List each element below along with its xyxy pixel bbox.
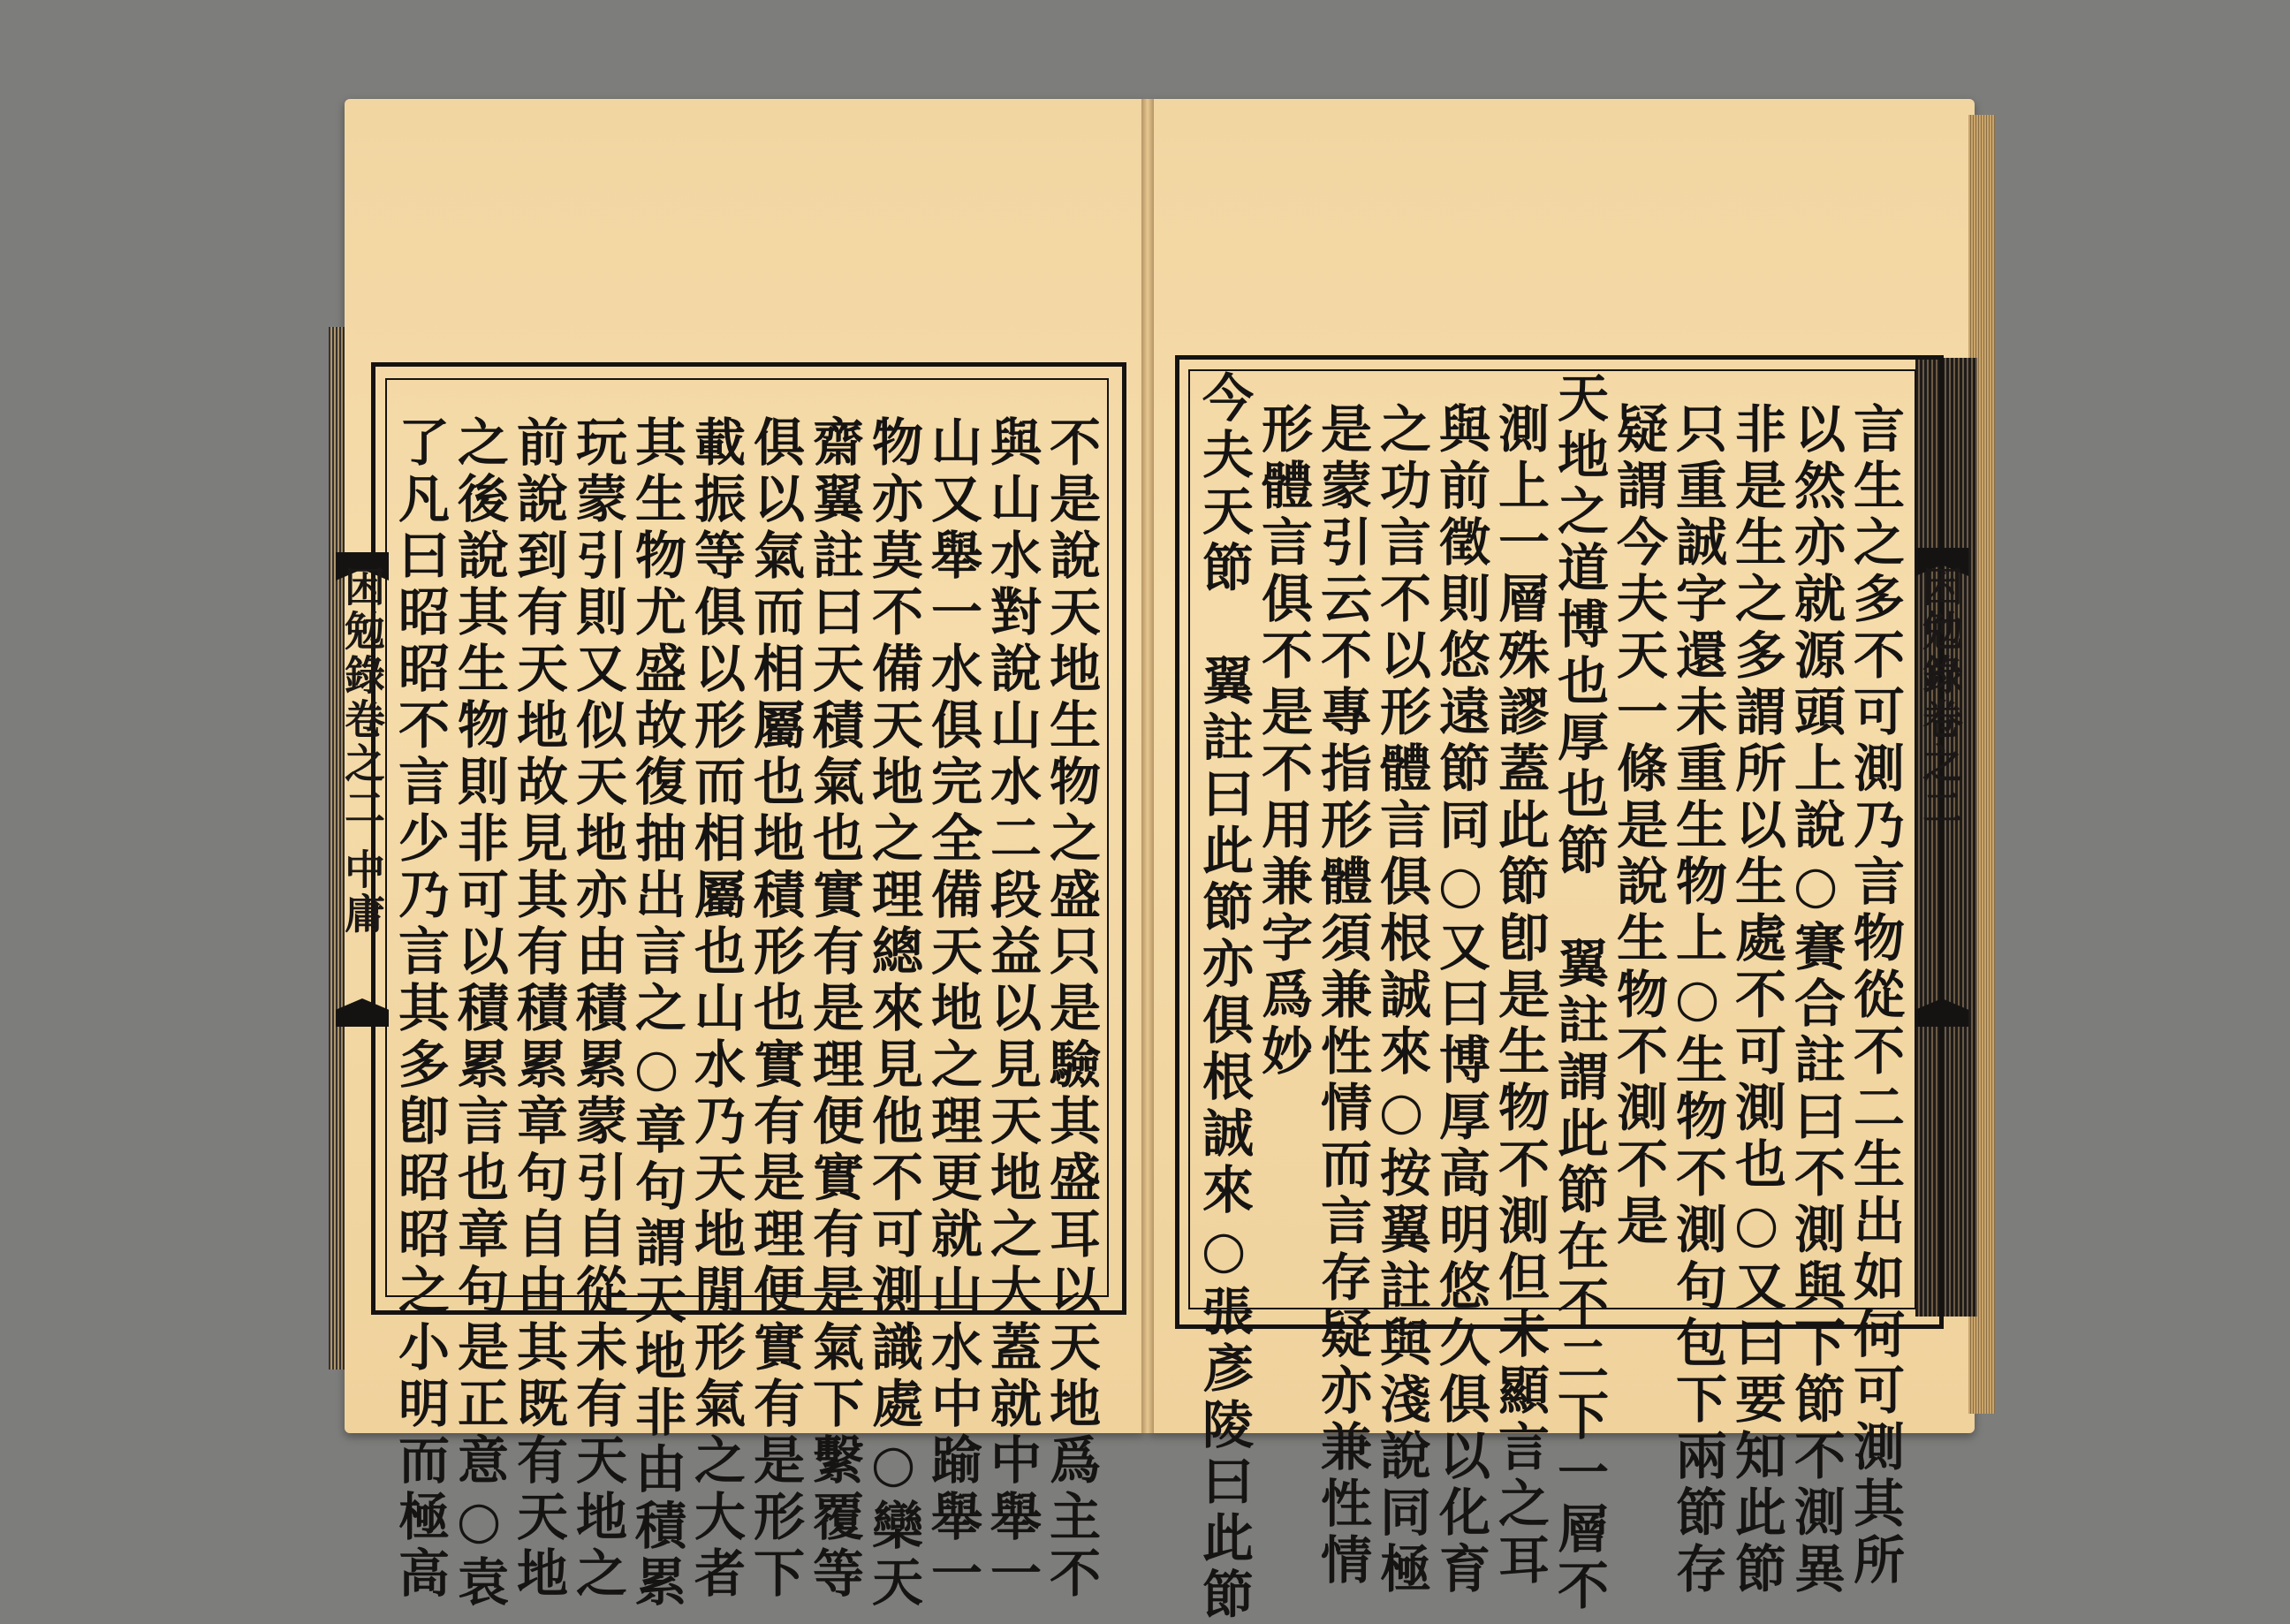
text-column: 其生物尤盛故復抽出言之○章句謂天地非由積累 [626, 415, 686, 1612]
text-column: 形體言俱不是不用兼字爲妙 [1253, 402, 1313, 1081]
right-banxin-label: 困勉錄卷之二 [1916, 565, 1964, 831]
text-column: 言生之多不可測乃言物從不二生出如何可測其所 [1845, 402, 1905, 1590]
text-column: 載振等俱以形而相屬也山水乃天地閒形氣之大者 [686, 415, 746, 1603]
text-column: 以然亦就源頭上說○賽合註曰不測與下節不測異 [1786, 402, 1846, 1598]
left-banxin-label: 困勉錄卷之二 中庸 [338, 565, 386, 937]
text-column: 物亦莫不備天地之理總來見他不可測識處○欒天 [863, 415, 923, 1612]
text-column: 只重誠字還未重生物上○生物不測句包下兩節存 [1667, 402, 1727, 1598]
text-column: 今夫天節 翼註曰此節亦俱根誠來○張彥陵曰此節 [1194, 371, 1254, 1624]
text-column: 天地之道博也厚也節 翼註謂此節在不二下一層不 [1549, 371, 1609, 1615]
text-column: 與山水對說山水二段益以見天地之大蓋就中舉一 [982, 415, 1042, 1603]
text-column: 俱以氣而相屬也地積形也實有是理便實有是形下 [745, 415, 805, 1603]
text-column: 玩蒙引則又似天地亦由積累蒙引自從未有天地之 [567, 415, 627, 1603]
text-column: 了凡曰昭昭不言少乃言其多卽昭昭之小明而極高 [390, 415, 450, 1603]
text-column: 之後說其生物則非可以積累言也章句是正意○袁 [449, 415, 509, 1612]
text-column: 與前徵則悠遠節同○又曰博厚高明悠久俱以化育 [1430, 402, 1490, 1598]
text-column: 山又舉一水俱完全備天地之理更就山水中踰舉一 [922, 415, 982, 1603]
text-column: 測上一層殊謬蓋此節卽是生物不測但未顯言之耳 [1490, 402, 1550, 1590]
text-column: 非是生之多謂所以生處不可測也○又曰要知此節 [1726, 402, 1786, 1598]
text-column: 前說到有天地故見其有積累章句自由其既有天地 [508, 415, 568, 1603]
text-column: 之功言不以形體言俱根誠來○按翼註與淺說同極 [1371, 402, 1431, 1598]
text-column: 疑謂今夫天一條是說生物不測不是 [1608, 402, 1668, 1250]
text-column: 是蒙引云不專指形體須兼性情而言存疑亦兼性情 [1312, 402, 1372, 1590]
book-gutter [1141, 99, 1154, 1433]
text-column: 不是說天地生物之盛只是驗其盛耳以天地爲主不 [1041, 415, 1101, 1603]
text-column: 齋翼註曰天積氣也實有是理便實有是氣下繫覆等 [804, 415, 864, 1603]
